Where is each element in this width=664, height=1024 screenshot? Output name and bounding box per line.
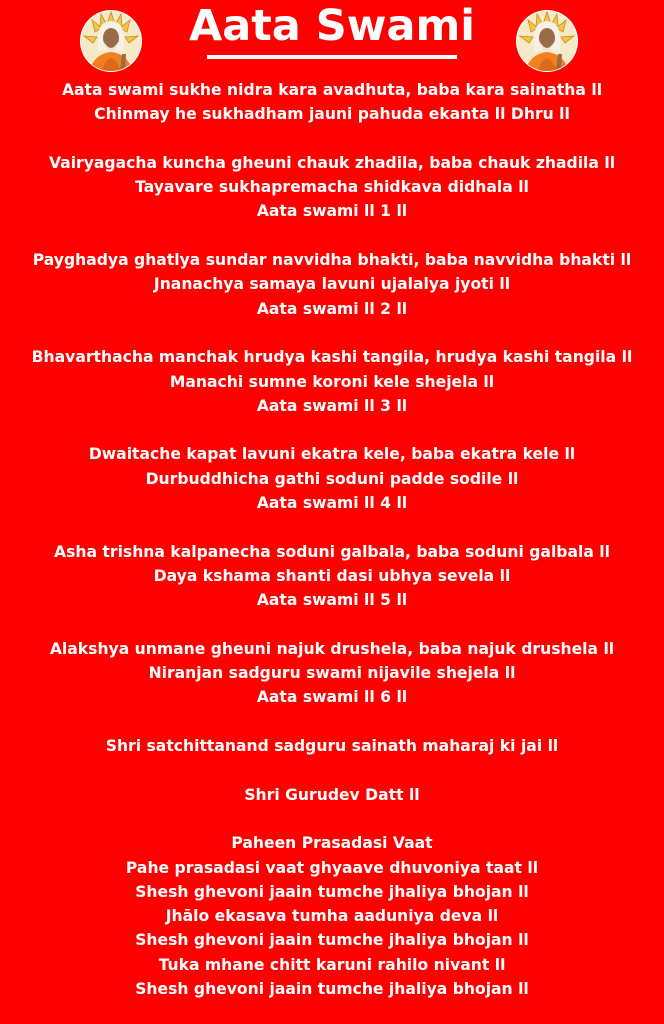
stanza-gap	[0, 758, 664, 782]
page-title: Aata Swami	[188, 1, 476, 51]
lyric-line: Niranjan sadguru swami nijavile shejela ll	[148, 664, 516, 683]
lyrics-body	[0, 78, 664, 1001]
lyric-line: Pahe prasadasi vaat ghyaave dhuvoniya taat ll	[125, 858, 539, 877]
lyric-line: Tuka mhane chitt karuni rahilo nivant ll	[158, 955, 506, 974]
lyric-line: Bhavarthacha manchak hrudya kashi tangila, hrudya kashi tangila ll	[31, 348, 633, 367]
refrain-line: Aata swami ll 2 ll	[256, 299, 408, 318]
lyric-line: Alakshya unmane gheuni najuk drushela, baba najuk drushela ll	[49, 639, 615, 658]
refrain-line: Aata swami ll 3 ll	[256, 396, 408, 415]
refrain-line: Aata swami ll 1 ll	[256, 202, 408, 221]
header	[0, 0, 664, 80]
refrain-line: Aata swami ll 4 ll	[256, 494, 408, 513]
lyric-line: Manachi sumne koroni kele shejela ll	[169, 372, 495, 391]
lyric-line: Chinmay he sukhadham jauni pahuda ekanta ll Dhru ll	[94, 105, 570, 124]
stanza-gap	[0, 418, 664, 442]
stanza-gap	[0, 127, 664, 151]
stanza-gap	[0, 224, 664, 248]
lyric-line: Asha trishna kalpanecha soduni galbala, baba soduni galbala ll	[54, 542, 610, 561]
lyric-line: Tayavare sukhapremacha shidkava didhala ll	[135, 178, 529, 197]
section-heading: Paheen Prasadasi Vaat	[231, 834, 433, 853]
lyric-line: Shesh ghevoni jaain tumche jhaliya bhojan ll	[135, 931, 529, 950]
sai-baba-portrait-icon	[516, 8, 578, 76]
jai-line: Shri satchittanand sadguru sainath maharaj ki jai ll	[105, 737, 559, 756]
stanza-gap	[0, 807, 664, 831]
lyric-line: Dwaitache kapat lavuni ekatra kele, baba ekatra kele ll	[88, 445, 576, 464]
refrain-line: Aata swami ll 5 ll	[256, 591, 408, 610]
gurudev-line: Shri Gurudev Datt ll	[244, 785, 420, 804]
stanza-gap	[0, 613, 664, 637]
lyric-line: Daya kshama shanti dasi ubhya sevela ll	[153, 566, 511, 585]
lyric-line: Shesh ghevoni jaain tumche jhaliya bhojan ll	[135, 882, 529, 901]
lyric-line: Vairyagacha kuncha gheuni chauk zhadila, baba chauk zhadila ll	[48, 153, 616, 172]
refrain-line: Aata swami ll 6 ll	[256, 688, 408, 707]
stanza-gap	[0, 515, 664, 539]
lyric-line: Jhālo ekasava tumha aaduniya deva ll	[165, 907, 499, 926]
lyric-line: Jnanachya samaya lavuni ujalalya jyoti ll	[153, 275, 511, 294]
lyric-line: Durbuddhicha gathi soduni padde sodile ll	[145, 469, 519, 488]
lyric-line: Payghadya ghatlya sundar navvidha bhakti, baba navvidha bhakti ll	[32, 251, 632, 270]
lyric-line: Shesh ghevoni jaain tumche jhaliya bhojan ll	[135, 979, 529, 998]
stanza-gap	[0, 321, 664, 345]
stanza-gap	[0, 710, 664, 734]
title-underline	[207, 55, 457, 59]
lyric-line: Aata swami sukhe nidra kara avadhuta, baba kara sainatha ll	[61, 81, 603, 99]
